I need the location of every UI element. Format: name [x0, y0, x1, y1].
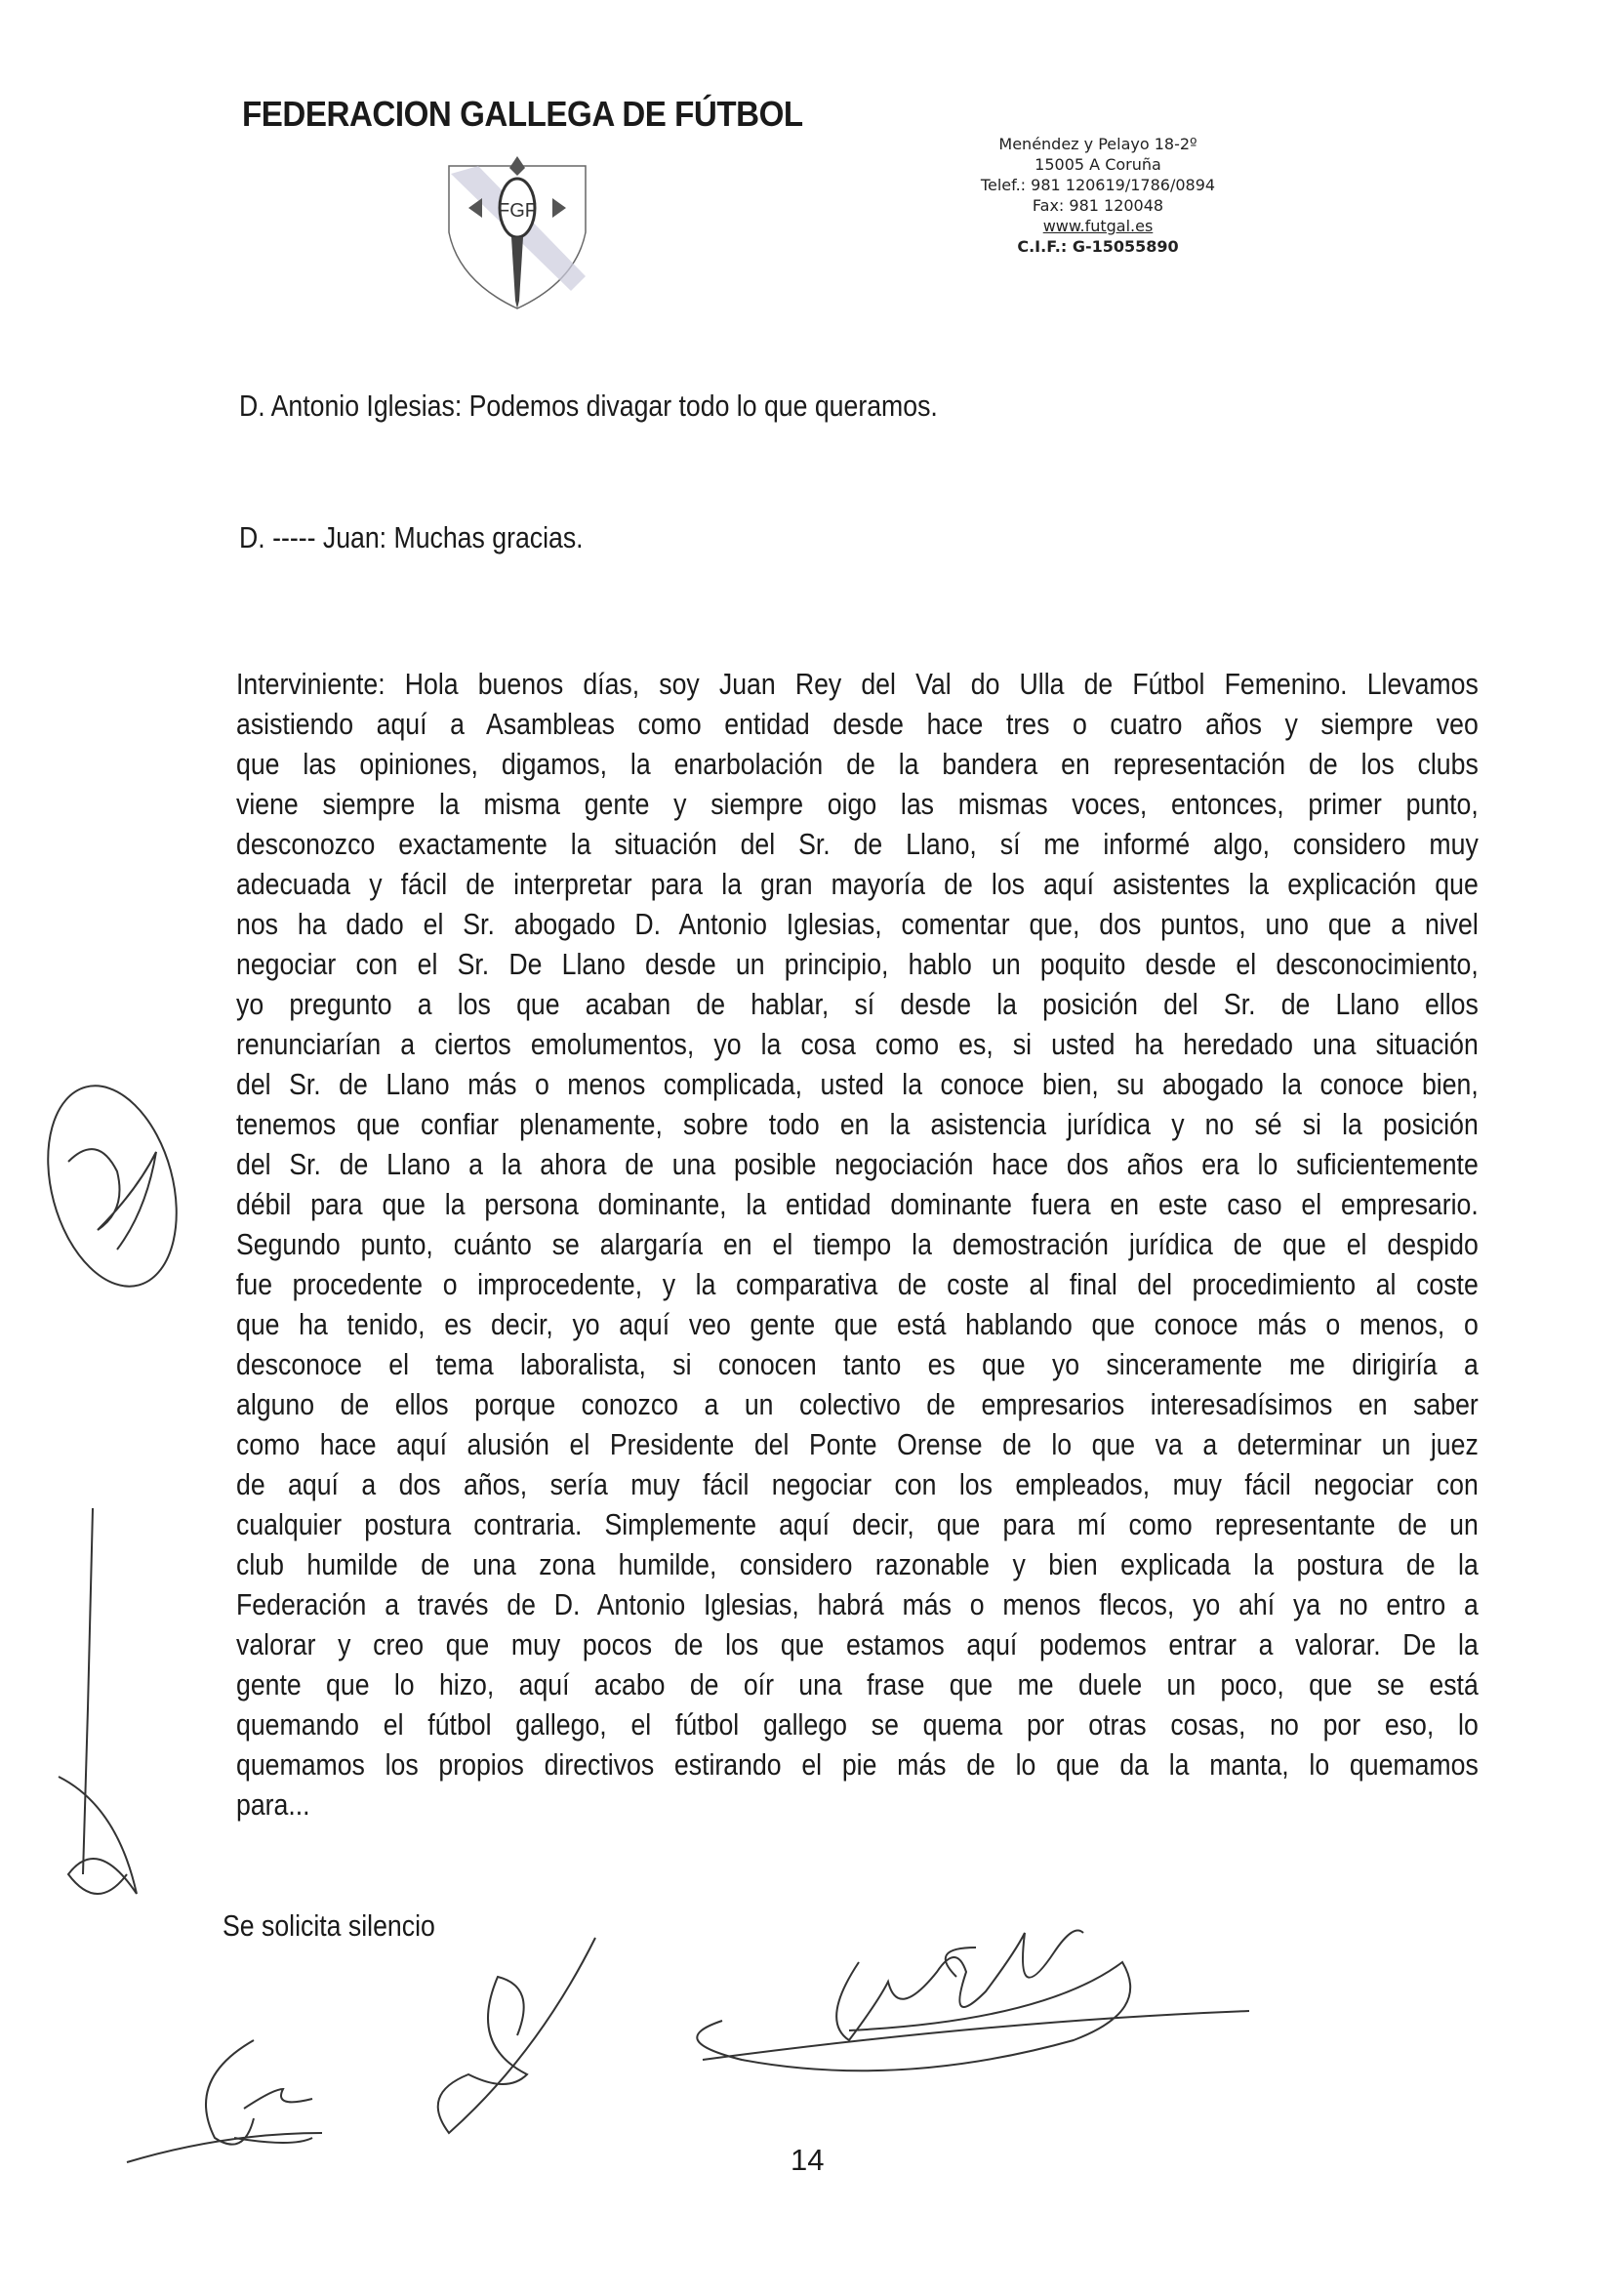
paragraph-line: del Sr. de Llano a la ahora de una posible negociación hace dos años era lo suficientemente — [236, 1147, 1479, 1181]
paragraph-line: asistiendo aquí a Asambleas como entidad desde hace tres o cuatro años y siempre veo — [236, 707, 1479, 741]
paragraph-line: renunciarían a ciertos emolumentos, yo la cosa como es, si usted ha heredado una situación — [236, 1027, 1479, 1061]
signature-left — [127, 2040, 322, 2162]
paragraph-line: nos ha dado el Sr. abogado D. Antonio Iglesias, comentar que, dos puntos, uno que a nivel — [236, 907, 1479, 941]
address-fax: Fax: 981 120048 — [1032, 196, 1164, 215]
paragraph-line: de aquí a dos años, sería muy fácil negociar con los empleados, muy fácil negociar con — [236, 1467, 1479, 1501]
paragraph-line: del Sr. de Llano más o menos complicada, usted la conoce bien, su abogado la conoce bien, — [236, 1067, 1479, 1101]
paragraph-line: negociar con el Sr. De Llano desde un principio, hablo un poquito desde el desconocimiento, — [236, 947, 1479, 981]
paragraph-line: Interviniente: Hola buenos días, soy Juan Rey del Val do Ulla de Fútbol Femenino. Llevamos — [236, 667, 1479, 701]
address-street: Menéndez y Pelayo 18-2º — [998, 135, 1197, 153]
paragraph-line: débil para que la persona dominante, la entidad dominante fuera en este caso el empresario. — [236, 1187, 1479, 1221]
signature-middle — [438, 1938, 595, 2133]
paragraph-line: que las opiniones, digamos, la enarbolación de la bandera en representación de los clubs — [236, 747, 1479, 781]
paragraph-line: que ha tenido, es decir, yo aquí veo gente que está hablando que conoce más o menos, o — [236, 1307, 1479, 1341]
margin-stamp-signature — [27, 1072, 197, 1301]
paragraph-line: adecuada y fácil de interpretar para la gran mayoría de los aquí asistentes la explicación que — [236, 867, 1479, 901]
paragraph-line: quemamos los propios directivos estirando el pie más de lo que da la manta, lo quemamos — [236, 1747, 1479, 1782]
margin-line — [83, 1508, 93, 1874]
paragraph-line: desconoce el tema laboralista, si conocen tanto es que yo sinceramente me dirigiría a — [236, 1347, 1479, 1381]
margin-signature-2 — [59, 1777, 137, 1894]
website-link[interactable]: www.futgal.es — [1042, 217, 1154, 235]
paragraph-line: Segundo punto, cuánto se alargaría en el tiempo la demostración jurídica de que el despido — [236, 1227, 1479, 1261]
page-number: 14 — [791, 2143, 825, 2177]
paragraph-line: tenemos que confiar plenamente, sobre todo en la asistencia jurídica y no sé si la posición — [236, 1107, 1479, 1141]
paragraph-line: gente que lo hizo, aquí acabo de oír una frase que me duele un poco, que se está — [236, 1667, 1479, 1702]
paragraph-line: Federación a través de D. Antonio Iglesias, habrá más o menos flecos, yo ahí ya no entro a — [236, 1587, 1479, 1621]
signature-right — [697, 1931, 1249, 2071]
paragraph-line: quemando el fútbol gallego, el fútbol gallego se quema por otras cosas, no por eso, lo — [236, 1707, 1479, 1742]
speaker-line-antonio: D. Antonio Iglesias: Podemos divagar todo lo que queramos. — [239, 389, 938, 423]
cif-number: C.I.F.: G-15055890 — [1017, 237, 1179, 256]
address-city: 15005 A Coruña — [1035, 155, 1161, 174]
paragraph-line: fue procedente o improcedente, y la comparativa de coste al final del procedimiento al coste — [236, 1267, 1479, 1301]
paragraph-line: viene siempre la misma gente y siempre oigo las mismas voces, entonces, primer punto, — [236, 787, 1479, 821]
paragraph-line: club humilde de una zona humilde, considero razonable y bien explicada la postura de la — [236, 1547, 1479, 1581]
margin-signature-scribble — [68, 1149, 156, 1250]
paragraph-line: desconozco exactamente la situación del Sr. de Llano, sí me informé algo, considero muy — [236, 827, 1479, 861]
logo-text: FGF — [498, 200, 537, 222]
paragraph-line: cualquier postura contraria. Simplemente aquí decir, que para mí como representante de un — [236, 1507, 1479, 1541]
paragraph-line: yo pregunto a los que acaban de hablar, sí desde la posición del Sr. de Llano ellos — [236, 987, 1479, 1021]
paragraph-line: alguno de ellos porque conozco a un colectivo de empresarios interesadísimos en saber — [236, 1387, 1479, 1421]
address-phone: Telef.: 981 120619/1786/0894 — [980, 176, 1216, 194]
paragraph-line: para... — [236, 1787, 310, 1822]
paragraph-line: valorar y creo que muy pocos de los que estamos aquí podemos entrar a valorar. De la — [236, 1627, 1479, 1661]
speaker-line-juan: D. ----- Juan: Muchas gracias. — [239, 520, 584, 554]
closing-note: Se solicita silencio — [223, 1908, 435, 1943]
federation-title: FEDERACION GALLEGA DE FÚTBOL — [242, 94, 803, 134]
paragraph-line: como hace aquí alusión el Presidente del Ponte Orense de lo que va a determinar un juez — [236, 1427, 1479, 1461]
